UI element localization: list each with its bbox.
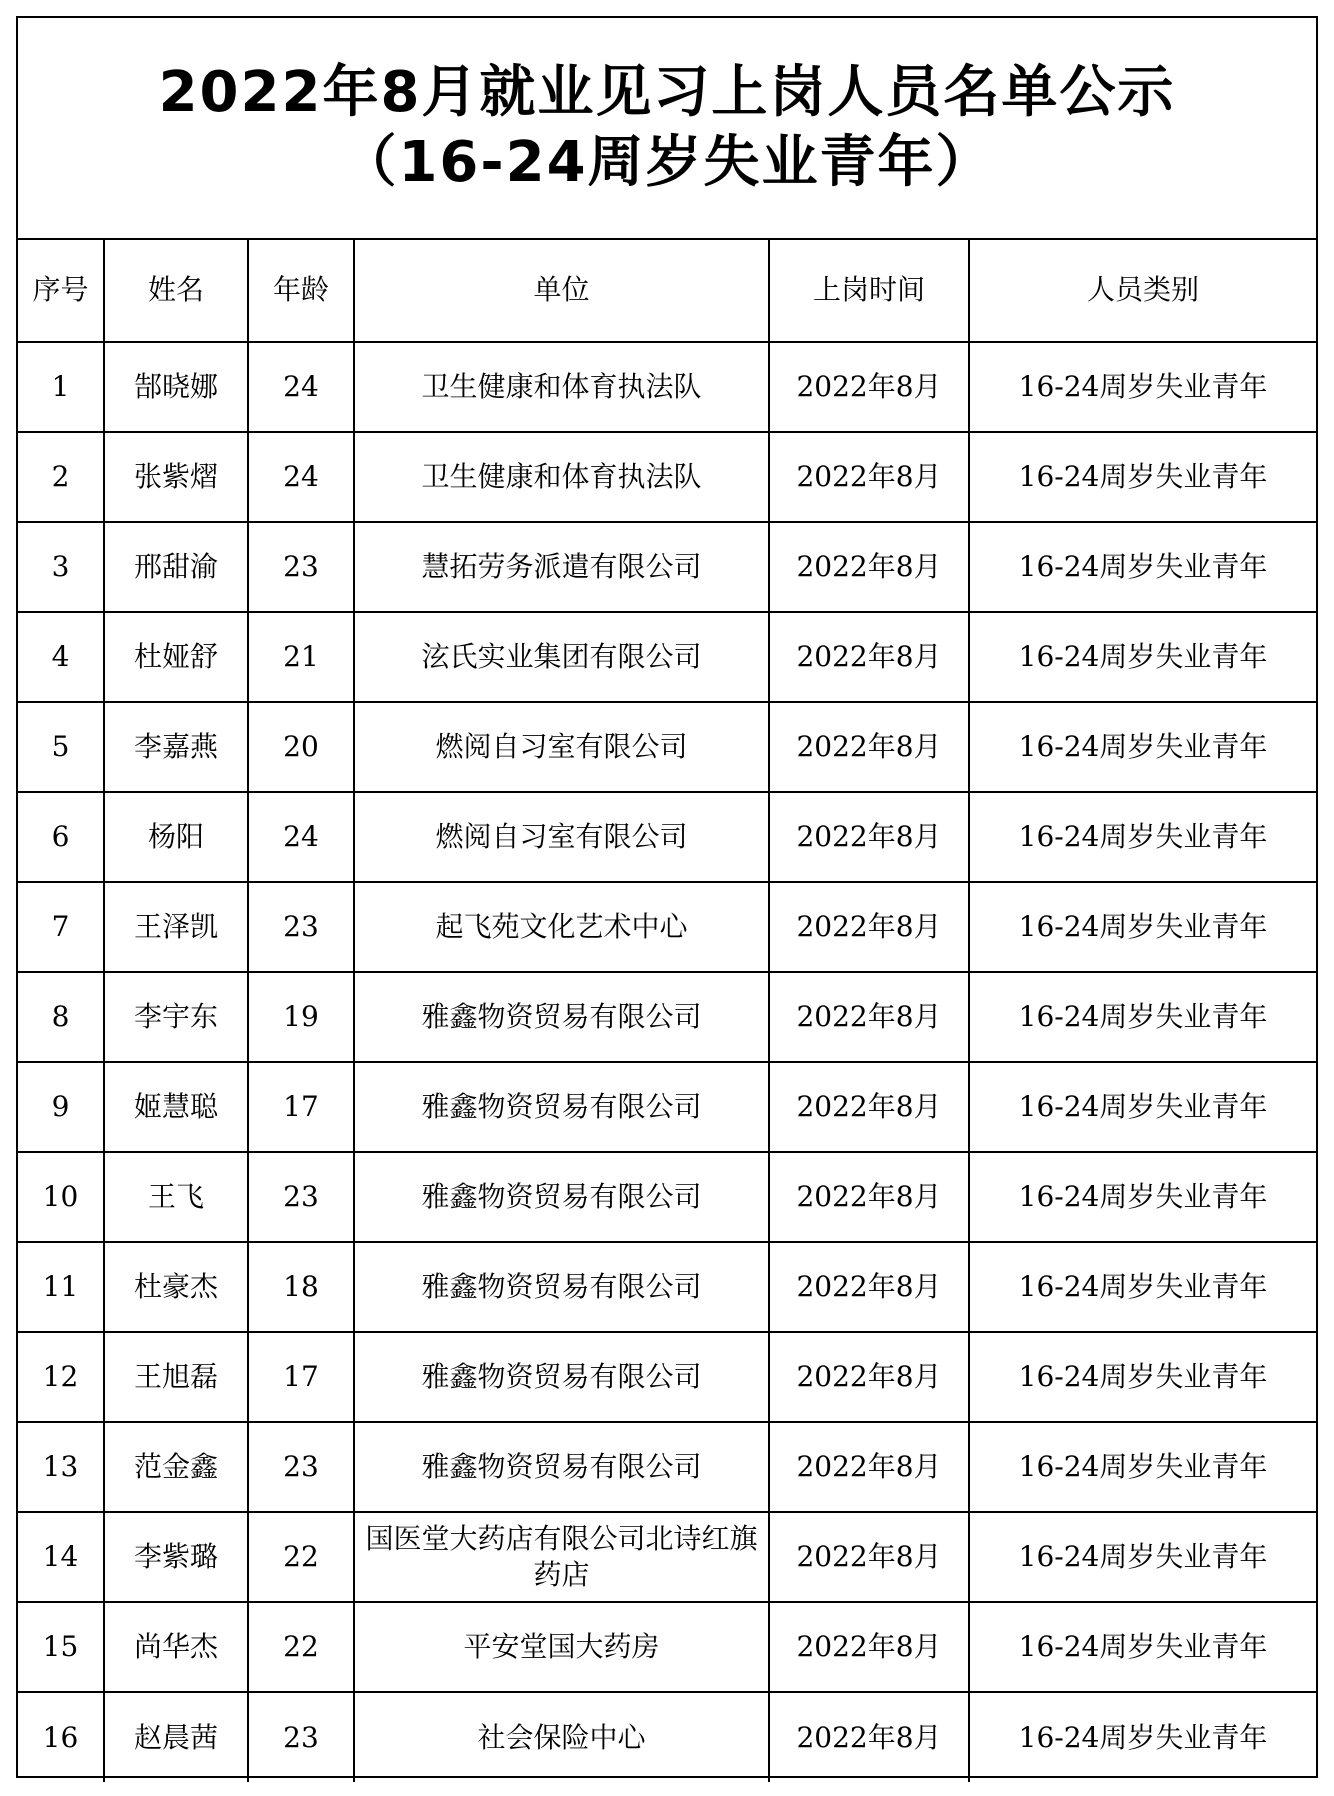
cell-employer: 国医堂大药店有限公司北诗红旗药店 (354, 1512, 769, 1602)
cell-start-date: 2022年8月 (769, 1152, 969, 1242)
cell-start-date: 2022年8月 (769, 432, 969, 522)
cell-employer: 平安堂国大药房 (354, 1602, 769, 1692)
cell-index: 14 (18, 1512, 104, 1602)
table-row (18, 1422, 1316, 1512)
table-row (18, 1512, 1316, 1602)
table-row (18, 612, 1316, 702)
cell-name: 杜豪杰 (104, 1242, 248, 1332)
cell-index: 12 (18, 1332, 104, 1422)
cell-category: 16-24周岁失业青年 (969, 522, 1316, 612)
cell-employer: 雅鑫物资贸易有限公司 (354, 1242, 769, 1332)
cell-start-date: 2022年8月 (769, 1692, 969, 1782)
cell-age: 19 (248, 972, 354, 1062)
cell-index: 1 (18, 342, 104, 432)
cell-age: 20 (248, 702, 354, 792)
table-row (18, 432, 1316, 522)
cell-start-date: 2022年8月 (769, 1512, 969, 1602)
cell-start-date: 2022年8月 (769, 882, 969, 972)
cell-index: 10 (18, 1152, 104, 1242)
table-row (18, 1152, 1316, 1242)
cell-employer: 燃阅自习室有限公司 (354, 702, 769, 792)
cell-index: 13 (18, 1422, 104, 1512)
cell-start-date: 2022年8月 (769, 1422, 969, 1512)
cell-age: 24 (248, 342, 354, 432)
column-header-category: 人员类别 (969, 238, 1316, 342)
cell-index: 4 (18, 612, 104, 702)
cell-start-date: 2022年8月 (769, 702, 969, 792)
cell-employer: 雅鑫物资贸易有限公司 (354, 972, 769, 1062)
cell-index: 15 (18, 1602, 104, 1692)
cell-start-date: 2022年8月 (769, 1332, 969, 1422)
cell-employer: 雅鑫物资贸易有限公司 (354, 1152, 769, 1242)
cell-category: 16-24周岁失业青年 (969, 1602, 1316, 1692)
cell-name: 李宇东 (104, 972, 248, 1062)
cell-age: 23 (248, 522, 354, 612)
table-row (18, 972, 1316, 1062)
cell-index: 2 (18, 432, 104, 522)
cell-start-date: 2022年8月 (769, 612, 969, 702)
cell-category: 16-24周岁失业青年 (969, 1242, 1316, 1332)
cell-name: 张紫熠 (104, 432, 248, 522)
cell-name: 郜晓娜 (104, 342, 248, 432)
column-header-start-date: 上岗时间 (769, 238, 969, 342)
cell-name: 赵晨茜 (104, 1692, 248, 1782)
cell-employer: 泫氏实业集团有限公司 (354, 612, 769, 702)
cell-age: 23 (248, 882, 354, 972)
cell-index: 3 (18, 522, 104, 612)
cell-start-date: 2022年8月 (769, 972, 969, 1062)
cell-age: 24 (248, 432, 354, 522)
cell-employer: 慧拓劳务派遣有限公司 (354, 522, 769, 612)
cell-start-date: 2022年8月 (769, 792, 969, 882)
cell-category: 16-24周岁失业青年 (969, 1692, 1316, 1782)
cell-start-date: 2022年8月 (769, 342, 969, 432)
cell-age: 21 (248, 612, 354, 702)
table-row (18, 342, 1316, 432)
cell-age: 17 (248, 1332, 354, 1422)
table-row (18, 1692, 1316, 1782)
cell-name: 范金鑫 (104, 1422, 248, 1512)
cell-employer: 卫生健康和体育执法队 (354, 342, 769, 432)
cell-employer: 雅鑫物资贸易有限公司 (354, 1062, 769, 1152)
cell-start-date: 2022年8月 (769, 1062, 969, 1152)
column-header-age: 年龄 (248, 238, 354, 342)
cell-start-date: 2022年8月 (769, 522, 969, 612)
cell-age: 23 (248, 1152, 354, 1242)
cell-index: 9 (18, 1062, 104, 1152)
cell-category: 16-24周岁失业青年 (969, 1422, 1316, 1512)
cell-category: 16-24周岁失业青年 (969, 1062, 1316, 1152)
cell-index: 8 (18, 972, 104, 1062)
table-header-row (18, 238, 1316, 342)
cell-start-date: 2022年8月 (769, 1602, 969, 1692)
cell-employer: 雅鑫物资贸易有限公司 (354, 1422, 769, 1512)
cell-name: 杜娅舒 (104, 612, 248, 702)
cell-category: 16-24周岁失业青年 (969, 1152, 1316, 1242)
cell-name: 李嘉燕 (104, 702, 248, 792)
cell-category: 16-24周岁失业青年 (969, 792, 1316, 882)
cell-index: 6 (18, 792, 104, 882)
cell-index: 5 (18, 702, 104, 792)
cell-employer: 社会保险中心 (354, 1692, 769, 1782)
cell-name: 尚华杰 (104, 1602, 248, 1692)
roster-sheet (16, 16, 1318, 1778)
cell-category: 16-24周岁失业青年 (969, 702, 1316, 792)
column-header-index: 序号 (18, 238, 104, 342)
table-row (18, 1332, 1316, 1422)
cell-name: 杨阳 (104, 792, 248, 882)
cell-employer: 雅鑫物资贸易有限公司 (354, 1332, 769, 1422)
cell-category: 16-24周岁失业青年 (969, 1332, 1316, 1422)
roster-table (18, 238, 1316, 1782)
cell-start-date: 2022年8月 (769, 1242, 969, 1332)
cell-age: 24 (248, 792, 354, 882)
cell-name: 李紫璐 (104, 1512, 248, 1602)
cell-category: 16-24周岁失业青年 (969, 882, 1316, 972)
table-row (18, 792, 1316, 882)
table-row (18, 1602, 1316, 1692)
cell-age: 23 (248, 1422, 354, 1512)
cell-category: 16-24周岁失业青年 (969, 1512, 1316, 1602)
cell-category: 16-24周岁失业青年 (969, 972, 1316, 1062)
table-row (18, 882, 1316, 972)
table-row (18, 1242, 1316, 1332)
cell-employer: 燃阅自习室有限公司 (354, 792, 769, 882)
cell-category: 16-24周岁失业青年 (969, 612, 1316, 702)
cell-name: 邢甜渝 (104, 522, 248, 612)
cell-age: 17 (248, 1062, 354, 1152)
cell-age: 22 (248, 1512, 354, 1602)
cell-age: 22 (248, 1602, 354, 1692)
cell-index: 16 (18, 1692, 104, 1782)
column-header-name: 姓名 (104, 238, 248, 342)
cell-name: 王泽凯 (104, 882, 248, 972)
cell-index: 11 (18, 1242, 104, 1332)
table-row (18, 522, 1316, 612)
cell-index: 7 (18, 882, 104, 972)
cell-name: 王旭磊 (104, 1332, 248, 1422)
table-row (18, 702, 1316, 792)
page-title: 2022年8月就业见习上岗人员名单公示 (158, 60, 1176, 125)
cell-name: 王飞 (104, 1152, 248, 1242)
table-row (18, 1062, 1316, 1152)
cell-category: 16-24周岁失业青年 (969, 342, 1316, 432)
cell-age: 18 (248, 1242, 354, 1332)
cell-age: 23 (248, 1692, 354, 1782)
cell-name: 姬慧聪 (104, 1062, 248, 1152)
title-block (18, 18, 1316, 240)
cell-employer: 卫生健康和体育执法队 (354, 432, 769, 522)
cell-employer: 起飞苑文化艺术中心 (354, 882, 769, 972)
column-header-employer: 单位 (354, 238, 769, 342)
roster-table-body (18, 238, 1316, 1782)
cell-category: 16-24周岁失业青年 (969, 432, 1316, 522)
page-subtitle: （16-24周岁失业青年） (340, 130, 994, 195)
